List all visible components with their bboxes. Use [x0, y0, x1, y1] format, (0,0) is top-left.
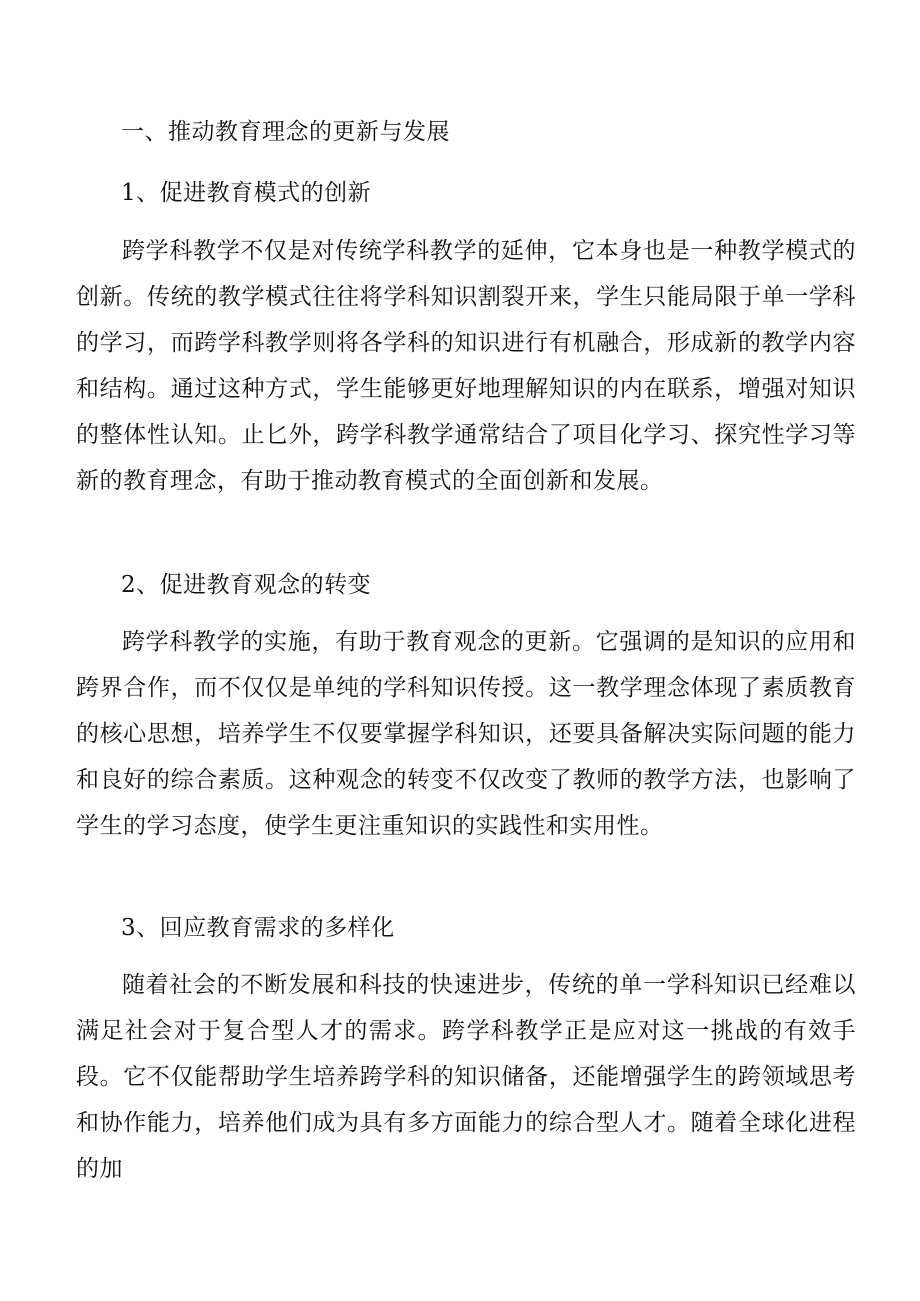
subsection-heading-1: 1、促进教育模式的创新	[121, 180, 372, 206]
subsection-heading-3: 3、回应教育需求的多样化	[121, 915, 395, 941]
paragraph-1: 跨学科教学不仅是对传统学科教学的延伸，它本身也是一种教学模式的创新。传统的教学模式往往将学科知识割裂开来，学生只能局限于单一学科的学习，而跨学科教学则将各学科的知识进行有机融合，形成新的教学内容和结构。通过这种方式，学生能够更好地理解知识的内在联系，增强对知识的整体性认知。止匕外，跨学科教学通常结合了项目化学习、探究性学习等新的教育理念，有助于推动教育模式的全面创新和发展。	[76, 238, 856, 494]
paragraph-2: 跨学科教学的实施，有助于教育观念的更新。它强调的是知识的应用和跨界合作，而不仅仅是单纯的学科知识传授。这一教学理念体现了素质教育的核心思想，培养学生不仅要掌握学科知识，还要具备解决实际问题的能力和良好的综合素质。这种观念的转变不仅改变了教师的教学方法，也影响了学生的学习态度，使学生更注重知识的实践性和实用性。	[76, 629, 856, 839]
section-heading: 一、推动教育理念的更新与发展	[121, 119, 450, 145]
subsection-heading-2: 2、促进教育观念的转变	[121, 572, 372, 598]
paragraph-3: 随着社会的不断发展和科技的快速进步，传统的单一学科知识已经难以满足社会对于复合型人才的需求。跨学科教学正是应对这一挑战的有效手段。它不仅能帮助学生培养跨学科的知识储备，还能增强学生的跨领域思考和协作能力，培养他们成为具有多方面能力的综合型人才。随着全球化进程的加	[76, 972, 856, 1182]
